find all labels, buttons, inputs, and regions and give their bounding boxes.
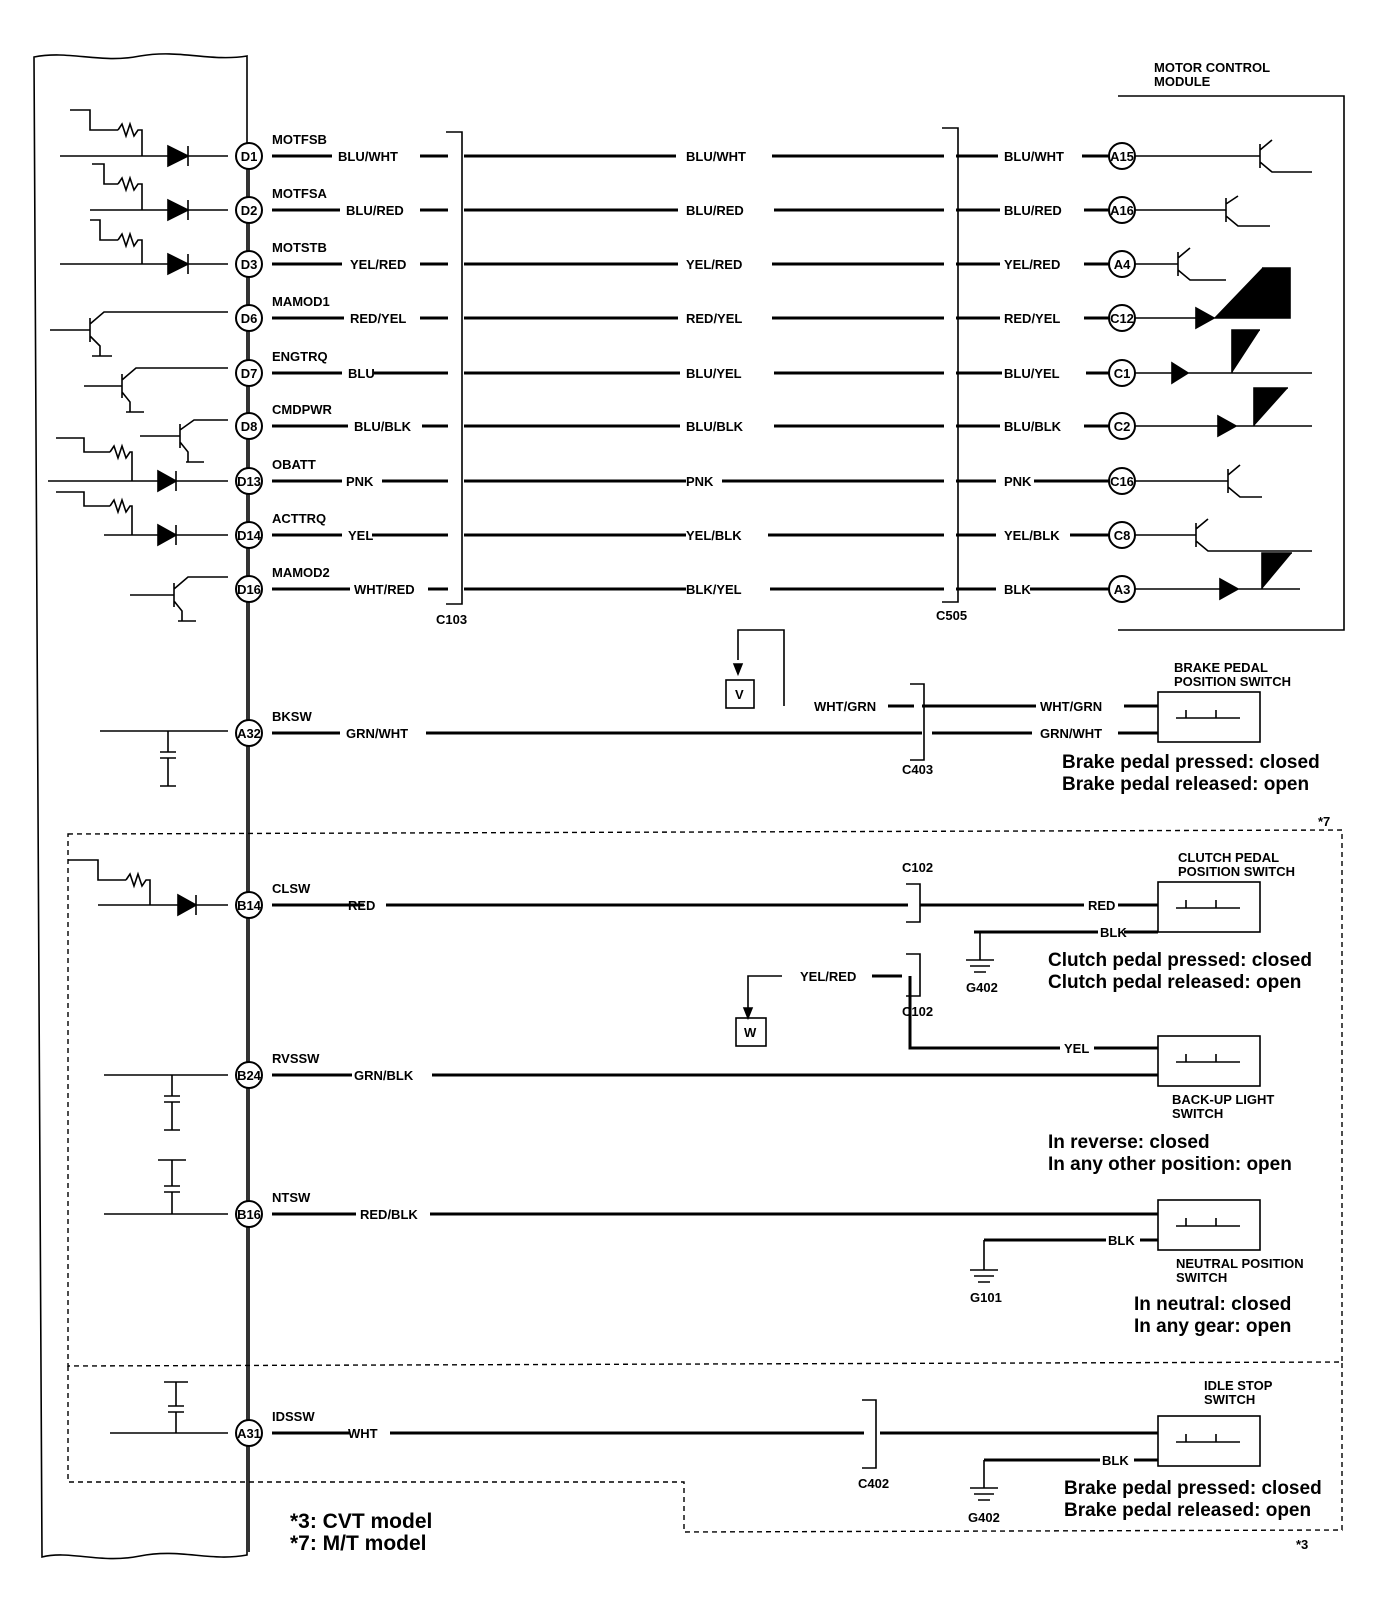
harness-wire-label: YEL/BLK [686,528,742,543]
mcm-pin-a3 [1109,576,1135,602]
ecm-wire-label: RED/YEL [350,311,407,326]
ecm-wire-label: BLU/WHT [338,149,398,164]
neutral-switch-cond-1: In neutral: closed [1134,1294,1292,1315]
ecm-wire-label: RED/BLK [360,1207,418,1222]
ecm-wire-label: YEL/RED [350,257,407,272]
ecm-pin-d13-label: D13 [237,474,261,489]
ecm-signal-rvssw: RVSSW [272,1051,320,1066]
ecm-signal-obatt: OBATT [272,457,316,472]
ecm-signal-mamod1: MAMOD1 [272,294,330,309]
neutral-switch-cond-2: In any gear: open [1134,1316,1292,1337]
mcm-wire-label: PNK [1004,474,1032,489]
harness-wire-label: BLU/BLK [686,419,744,434]
mcm-wire-label: BLU/RED [1004,203,1062,218]
connector-c505: C505 [936,608,968,623]
ecm-pin-d6 [236,305,262,331]
ecm-pin-d7 [236,360,262,386]
idle-switch-title-1: IDLE STOP [1204,1378,1273,1393]
ecm-signal-idssw: IDSSW [272,1409,315,1424]
idle-switch-title-2: SWITCH [1204,1392,1256,1407]
ecm-pin-d7-label: D7 [240,366,258,381]
mt-marker: *7 [1318,814,1331,829]
ecm-signal-clsw: CLSW [272,881,311,896]
wire-clutch-blk: BLK [1100,925,1127,940]
ecm-wire-label: BLU/RED [346,203,404,218]
ecm-pin-b16-label: B16 [237,1207,261,1222]
ecm-pin-b14-label: B14 [237,898,261,913]
ecm-pin-d2 [236,197,262,223]
neutral-switch-title-2: SWITCH [1176,1270,1228,1285]
mcm-pin-c12-label: C12 [1110,311,1134,326]
ecm-outline [34,54,247,1559]
ecm-pin-d8-label: D8 [240,419,258,434]
wire-v-switch: WHT/GRN [1040,699,1103,714]
ecm-signal-motstb: MOTSTB [272,240,327,255]
mcm-pin-c2 [1109,413,1135,439]
mcm-pin-c1-label: C1 [1113,366,1131,381]
ecm-wire-label: BLU/BLK [354,419,412,434]
wire-v-branch: WHT/GRN [814,699,877,714]
harness-wire-label: BLK/YEL [686,582,742,597]
ecm-signal-motfsa: MOTFSA [272,186,327,201]
wire-neutral-blk: BLK [1108,1233,1135,1248]
mcm-wire-label: BLU/BLK [1004,419,1062,434]
mcm-pin-c16 [1109,468,1135,494]
mcm-pin-a4 [1109,251,1135,277]
wire-backup-yel: YEL [1064,1041,1090,1056]
connector-c102-bottom: C102 [902,1004,934,1019]
ecm-signal-mamod2: MAMOD2 [272,565,330,580]
ground-g402-a: G402 [966,980,998,995]
ecm-pin-d3-label: D3 [240,257,258,272]
mcm-pin-c2-label: C2 [1113,419,1131,434]
ecm-pin-d1-label: D1 [240,149,258,164]
backup-light-switch [1048,1092,1292,1175]
mcm-pin-a3-label: A3 [1113,582,1131,597]
mcm-pin-a4-label: A4 [1113,257,1131,272]
brake-switch-title-1: BRAKE PEDAL [1174,660,1268,675]
harness-wire-label: BLU/RED [686,203,744,218]
backup-switch-title-2: SWITCH [1172,1106,1224,1121]
ecm-pin-a31-label: A31 [237,1426,261,1441]
wire-clutch-red: RED [1088,898,1116,913]
ecm-pin-d14-label: D14 [237,528,261,543]
ecm-wire-label: BLU [348,366,375,381]
wire-idle-blk: BLK [1102,1453,1129,1468]
ecm-pin-d1 [236,143,262,169]
ecm-pin-b24-label: B24 [237,1068,261,1083]
mcm-internal-circuits [1134,140,1312,599]
mcm-pin-c1 [1109,360,1135,386]
ecm-wire-label: YEL [348,528,374,543]
diagram-labels [236,132,1135,1446]
mcm-pin-c16-label: C16 [1110,474,1134,489]
ecm-pin-d8 [236,413,262,439]
clutch-switch-cond-2: Clutch pedal released: open [1048,972,1302,993]
ecm-pin-d3 [236,251,262,277]
harness-wire-label: PNK [686,474,714,489]
harness-wire-label: BLU/YEL [686,366,742,381]
ecm-pin-d2-label: D2 [240,203,258,218]
brake-switch-cond-2: Brake pedal released: open [1062,774,1310,795]
harness-wire-label: RED/YEL [686,311,743,326]
ecm-pin-a32-label: A32 [237,726,261,741]
ecm-pin-a31 [236,1420,262,1446]
connector-c103: C103 [436,612,468,627]
ecm-wire-label: GRN/WHT [346,726,409,741]
mcm-pin-a15 [1109,143,1135,169]
ground-g402-b: G402 [968,1510,1000,1525]
clutch-switch-title-2: POSITION SWITCH [1178,864,1295,879]
mcm-wire-label: BLK [1004,582,1031,597]
ecm-wire-label: GRN/BLK [354,1068,414,1083]
ecm-pin-d14 [236,522,262,548]
mcm-pin-a15-label: A15 [1110,149,1134,164]
ref-v: V [735,687,744,702]
mcm-pin-a16-label: A16 [1110,203,1134,218]
connector-c402: C402 [858,1476,890,1491]
mcm-wire-label: YEL/RED [1004,257,1061,272]
neutral-position-switch [1134,1256,1304,1337]
connector-c102-top: C102 [902,860,934,875]
note-cvt: *3: CVT model [290,1510,433,1533]
mcm-pin-c8-label: C8 [1113,528,1131,543]
ecm-wire-label: WHT [348,1426,378,1441]
ecm-signal-bksw: BKSW [272,709,312,724]
clutch-switch-title-1: CLUTCH PEDAL [1178,850,1280,865]
ecm-internal-circuits [48,110,228,1433]
idle-stop-switch [1064,1378,1322,1521]
mcm-wire-label: YEL/BLK [1004,528,1060,543]
brake-switch-cond-1: Brake pedal pressed: closed [1062,752,1320,773]
ref-w: W [744,1025,757,1040]
lower-circuits [272,630,1158,1500]
mcm-wire-label: BLU/YEL [1004,366,1060,381]
neutral-switch-title-1: NEUTRAL POSITION [1176,1256,1304,1271]
connector-c403: C403 [902,762,934,777]
ecm-signal-motfsb: MOTFSB [272,132,327,147]
ecm-signal-engtrq: ENGTRQ [272,349,328,364]
harness-wire-label: BLU/WHT [686,149,746,164]
ecm-signal-cmdpwr: CMDPWR [272,402,332,417]
ecm-wire-label: WHT/RED [354,582,415,597]
ecm-wire-label: PNK [346,474,374,489]
harness-wire-label: YEL/RED [686,257,743,272]
ecm-wire-label: RED [348,898,376,913]
backup-switch-title-1: BACK-UP LIGHT [1172,1092,1275,1107]
backup-switch-cond-2: In any other position: open [1048,1154,1292,1175]
mcm-pin-c12 [1109,305,1135,331]
mcm-wire-label: BLU/WHT [1004,149,1064,164]
ecm-pin-d16 [236,576,262,602]
ecm-signal-acttrq: ACTTRQ [272,511,327,526]
mcm-pin-a16 [1109,197,1135,223]
brake-switch-title-2: POSITION SWITCH [1174,674,1291,689]
clutch-switch-cond-1: Clutch pedal pressed: closed [1048,950,1312,971]
ecm-pin-d16-label: D16 [237,582,261,597]
ecm-pin-b14 [236,892,262,918]
mcm-title-1: MOTOR CONTROL [1154,60,1271,75]
idle-switch-cond-1: Brake pedal pressed: closed [1064,1478,1322,1499]
note-mt: *7: M/T model [290,1532,427,1555]
mcm-wire-label: RED/YEL [1004,311,1061,326]
ecm-pin-b16 [236,1201,262,1227]
ecm-pin-d13 [236,468,262,494]
ecm-pin-d6-label: D6 [240,311,258,326]
ground-g101: G101 [970,1290,1002,1305]
clutch-pedal-switch [1048,850,1312,993]
mcm-outline [1118,96,1344,630]
idle-switch-cond-2: Brake pedal released: open [1064,1500,1312,1521]
ecm-pin-b24 [236,1062,262,1088]
wire-w-branch: YEL/RED [800,969,857,984]
ecm-signal-ntsw: NTSW [272,1190,311,1205]
mcm-title-2: MODULE [1154,74,1211,89]
switch-boxes [1158,692,1260,1466]
cvt-marker: *3 [1296,1537,1309,1552]
mcm-pin-c8 [1109,522,1135,548]
ecm-pin-a32 [236,720,262,746]
wire-bksw-switch: GRN/WHT [1040,726,1103,741]
backup-switch-cond-1: In reverse: closed [1048,1132,1210,1153]
